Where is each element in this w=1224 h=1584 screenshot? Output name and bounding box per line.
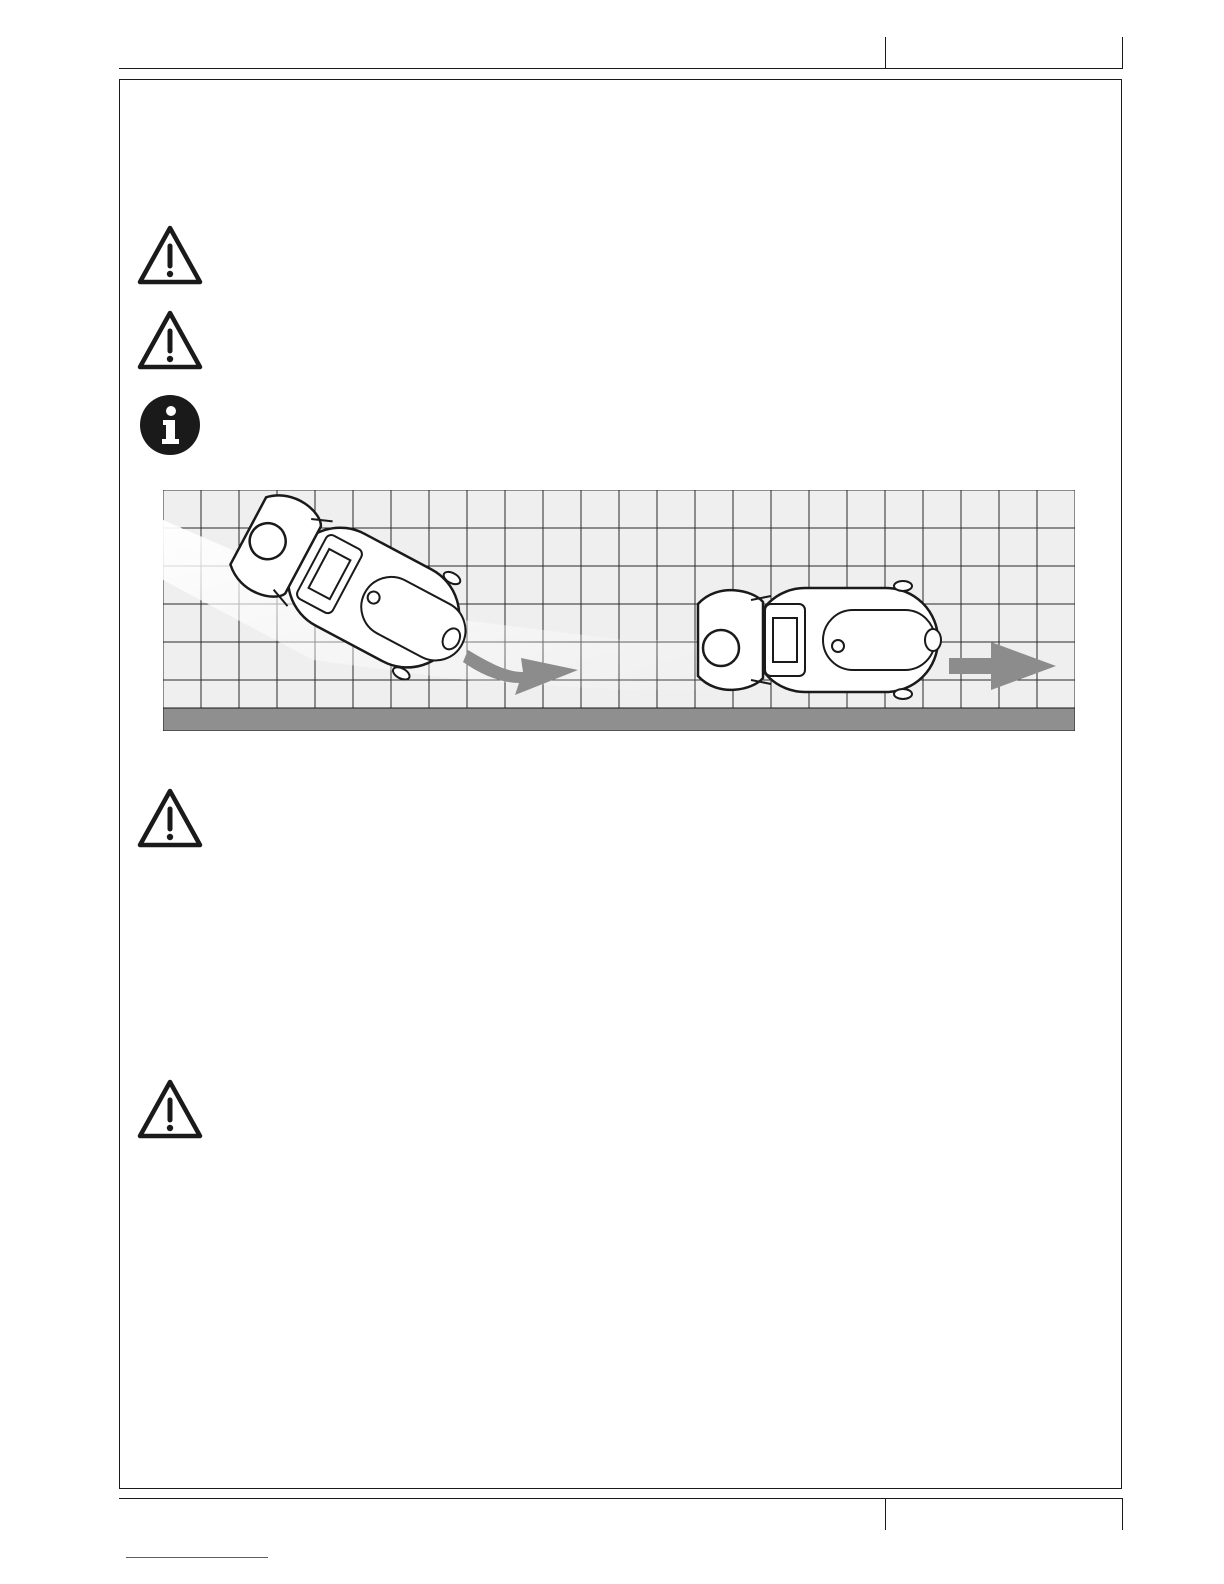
scrubber-straight — [698, 581, 941, 699]
footer-link-underline[interactable] — [126, 1557, 268, 1558]
content-frame — [119, 79, 1122, 1489]
wall — [163, 708, 1075, 731]
warning-triangle-icon — [137, 224, 203, 286]
warning-triangle-icon — [137, 309, 203, 371]
footer-divider — [885, 1498, 886, 1530]
footer-right-edge — [1122, 1498, 1123, 1530]
header-right-edge — [1122, 37, 1123, 68]
header-rule — [119, 68, 1123, 69]
info-circle-icon — [139, 394, 201, 456]
header-divider — [885, 37, 886, 68]
footer-rule — [119, 1498, 1123, 1499]
turning-scrubber-illustration — [163, 490, 1075, 731]
warning-triangle-icon — [137, 1078, 203, 1140]
warning-triangle-icon — [137, 787, 203, 849]
